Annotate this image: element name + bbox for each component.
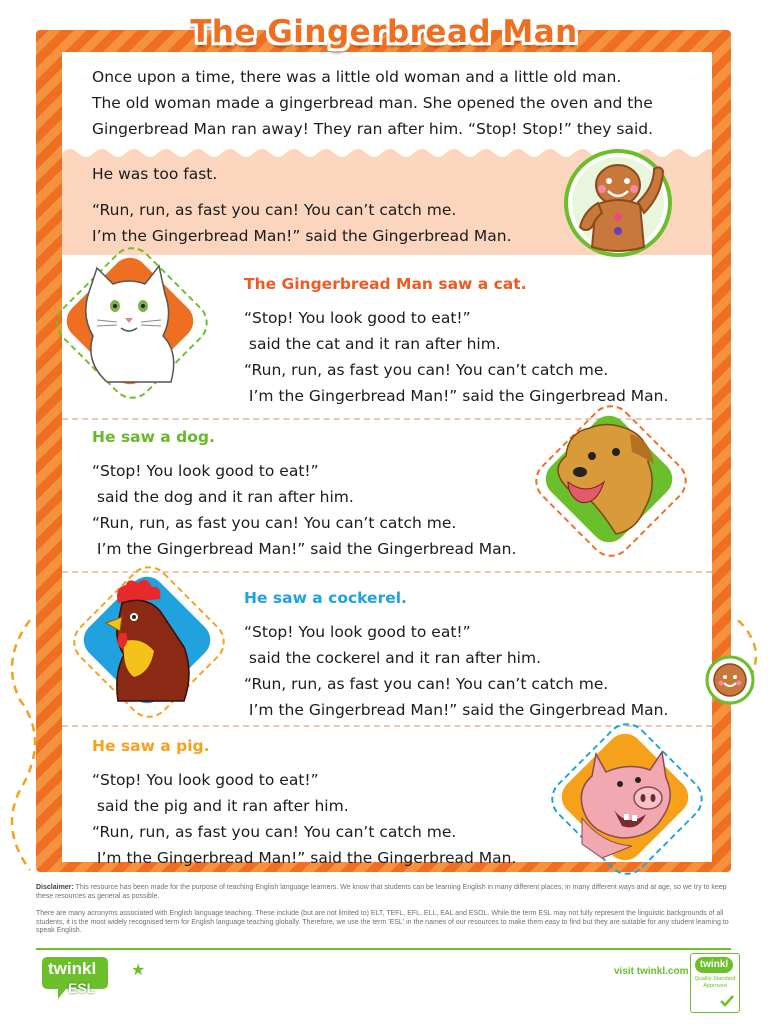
dog-heading: He saw a dog. <box>92 428 215 446</box>
footer-rule <box>36 948 731 950</box>
quality-badge <box>690 953 740 1013</box>
pig-icon <box>562 734 688 860</box>
cat-line-2: said the cat and it ran after him. <box>244 335 501 353</box>
dog-picture <box>546 416 672 542</box>
page-title: The Gingerbread Man <box>190 14 578 50</box>
dog-line-4: I’m the Gingerbread Man!” said the Gingerbread Man. <box>92 540 517 558</box>
fast-line-1: He was too fast. <box>92 165 218 183</box>
title-area <box>0 14 768 50</box>
dog-icon <box>546 416 672 542</box>
check-icon <box>719 994 735 1008</box>
star-icon: ★ <box>131 960 146 979</box>
cockerel-icon <box>84 577 210 703</box>
cockerel-line-3: “Run, run, as fast you can! You can’t catch me. <box>244 675 609 693</box>
dashed-trail-left <box>0 620 60 880</box>
cat-line-1: “Stop! You look good to eat!” <box>244 309 471 327</box>
pig-line-4: I’m the Gingerbread Man!” said the Gingerbread Man. <box>92 849 517 867</box>
dog-line-3: “Run, run, as fast you can! You can’t catch me. <box>92 514 457 532</box>
cockerel-line-2: said the cockerel and it ran after him. <box>244 649 541 667</box>
dog-line-2: said the dog and it ran after him. <box>92 488 354 506</box>
cat-picture <box>67 258 193 384</box>
cockerel-picture <box>84 577 210 703</box>
logo-sub-text: ESL <box>68 980 96 996</box>
dog-line-1: “Stop! You look good to eat!” <box>92 462 319 480</box>
cat-line-3: “Run, run, as fast you can! You can’t catch me. <box>244 361 609 379</box>
story-panel <box>62 52 712 867</box>
intro-line-3: Gingerbread Man ran away! They ran after him. “Stop! Stop!” they said. <box>92 120 654 138</box>
twinkl-esl-logo[interactable] <box>38 955 116 1003</box>
gingerbread-picture <box>562 147 674 259</box>
cockerel-line-1: “Stop! You look good to eat!” <box>244 623 471 641</box>
cockerel-heading: He saw a cockerel. <box>244 589 407 607</box>
pig-line-2: said the pig and it ran after him. <box>92 797 349 815</box>
cat-heading: The Gingerbread Man saw a cat. <box>244 275 527 293</box>
gingerbread-man-icon <box>562 147 674 259</box>
fast-line-3: I’m the Gingerbread Man!” said the Gingerbread Man. <box>92 227 512 245</box>
gingerbread-man-icon <box>705 655 755 705</box>
disclaimer <box>36 884 731 901</box>
badge-brand: twinkl <box>695 957 733 973</box>
acronyms-note: There are many acronyms associated with English language teaching. These include (but are not limited to) ELT, TEFL, EFL, ELL, EAL and ESOL. While the term ESL may not fully represent the linguistic backgrounds of all students, it is the most widely recognised term for English language teaching globally. Therefore, we use the term 'ESL' in the names of our resources to make them easy to find but they are suitable for any student learning to speak English. <box>36 910 729 934</box>
cockerel-line-4: I’m the Gingerbread Man!” said the Gingerbread Man. <box>244 701 669 719</box>
pig-heading: He saw a pig. <box>92 737 210 755</box>
fast-line-2: “Run, run, as fast you can! You can’t catch me. <box>92 201 457 219</box>
intro-line-1: Once upon a time, there was a little old woman and a little old man. <box>92 68 622 86</box>
cat-line-4: I’m the Gingerbread Man!” said the Gingerbread Man. <box>244 387 669 405</box>
badge-text: Quality Standard Approved <box>694 976 736 989</box>
disclaimer-label: Disclaimer: <box>36 884 74 891</box>
intro-line-2: The old woman made a gingerbread man. She opened the oven and the <box>92 94 653 112</box>
pig-picture <box>562 734 688 860</box>
logo-text: twinkl <box>48 959 97 978</box>
disclaimer-text: This resource has been made for the purpose of teaching English language learners. We know that students can be learning English in many different places, in many different ways and at age, so we try to keep these resources as general as possible. <box>36 884 727 900</box>
pig-line-3: “Run, run, as fast you can! You can’t catch me. <box>92 823 457 841</box>
dashed-trail-right <box>708 620 768 820</box>
cat-icon <box>67 258 193 384</box>
twinkl-link[interactable]: visit twinkl.com <box>614 966 689 977</box>
pig-line-1: “Stop! You look good to eat!” <box>92 771 319 789</box>
